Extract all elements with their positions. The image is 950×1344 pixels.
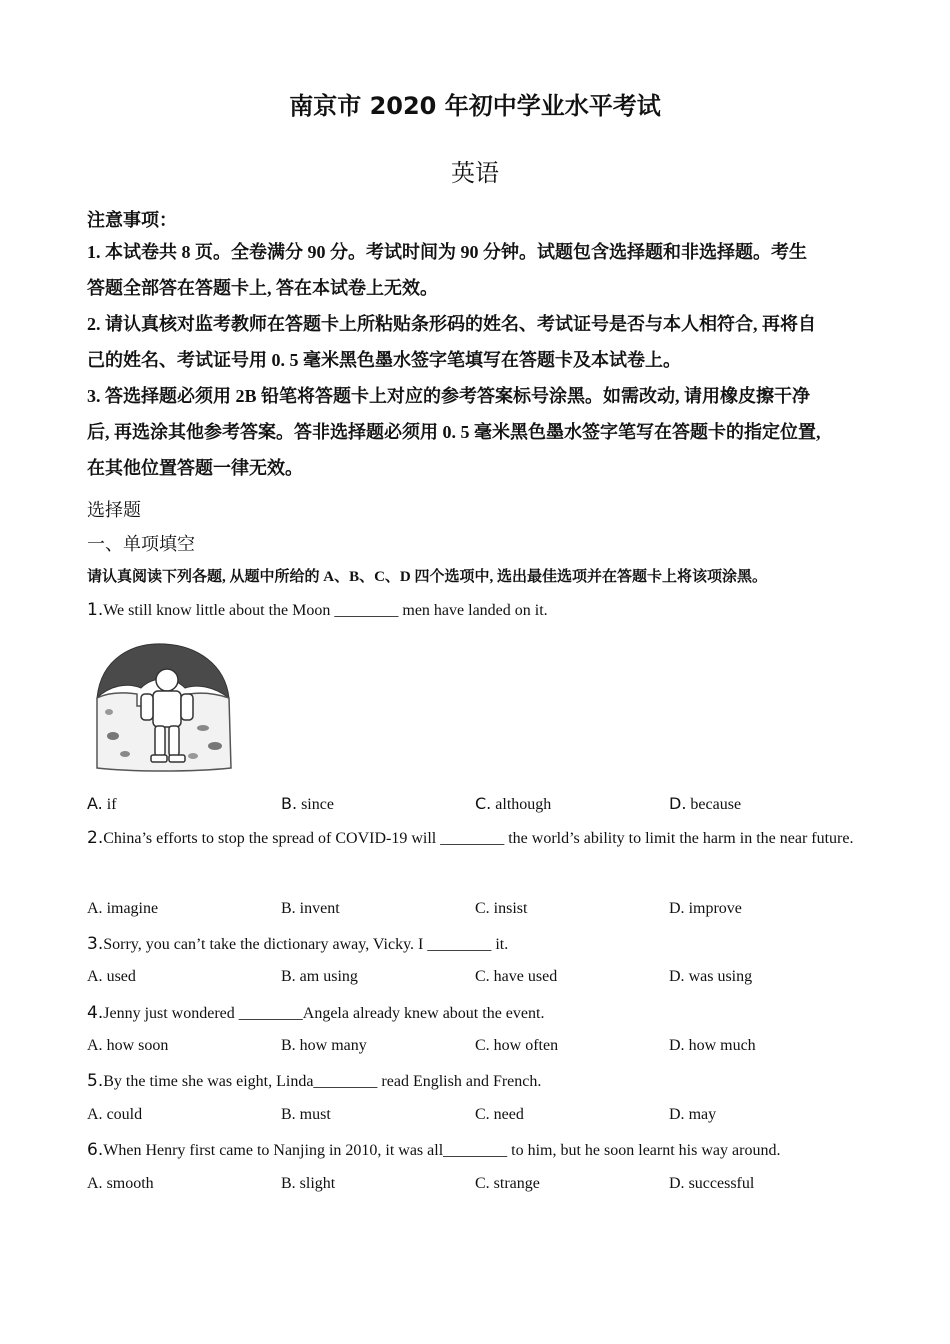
option-letter: C.	[475, 900, 490, 917]
option-d[interactable]	[669, 1106, 716, 1124]
option-letter: C.	[475, 1106, 490, 1123]
option-c[interactable]	[475, 1106, 524, 1124]
option-a[interactable]	[87, 968, 136, 986]
option-d[interactable]	[669, 1175, 754, 1193]
question-number: 3.	[87, 934, 104, 954]
option-text: since	[301, 796, 334, 813]
option-text: was using	[688, 968, 753, 985]
option-letter: C.	[475, 1037, 490, 1054]
question-text: When Henry first came to Nanjing in 2010, it was all________ to him, but he soon learnt his way around.	[103, 1142, 781, 1159]
option-d[interactable]	[669, 968, 752, 986]
option-text: although	[495, 796, 552, 813]
option-letter: A.	[87, 1037, 103, 1054]
option-text: imagine	[106, 900, 159, 917]
option-letter: D.	[669, 1106, 685, 1123]
option-a[interactable]	[87, 1106, 142, 1124]
notes-line: 3. 答选择题必须用 2B 铅笔将答题卡上对应的参考答案标号涂黑。如需改动, 请用橡皮擦干净	[87, 386, 811, 406]
question-4-options	[87, 1037, 863, 1061]
question-text: We still know little about the Moon ________ men have landed on it.	[103, 602, 548, 619]
option-text: may	[688, 1106, 717, 1123]
option-text: must	[299, 1106, 331, 1123]
option-text: used	[106, 968, 136, 985]
option-text: insist	[493, 900, 528, 917]
option-d[interactable]	[669, 900, 742, 918]
option-a[interactable]	[87, 900, 158, 918]
section-choice-heading: 选择题	[87, 500, 141, 521]
option-letter: D.	[669, 794, 687, 813]
option-letter: B.	[281, 794, 298, 813]
option-b[interactable]	[281, 1037, 367, 1055]
option-text: because	[690, 796, 742, 813]
notes-line: 2. 请认真核对监考教师在答题卡上所粘贴条形码的姓名、考试证号是否与本人相符合, 再将自	[87, 314, 816, 334]
option-letter: B.	[281, 1037, 296, 1054]
question-text: Jenny just wondered ________Angela already knew about the event.	[103, 1005, 545, 1022]
option-b[interactable]	[281, 1106, 331, 1124]
option-d[interactable]	[669, 794, 741, 814]
option-letter: A.	[87, 1175, 103, 1192]
option-letter: D.	[669, 900, 685, 917]
option-letter: C.	[475, 794, 492, 813]
question-1-options	[87, 794, 863, 818]
option-letter: C.	[475, 968, 490, 985]
option-c[interactable]	[475, 1037, 558, 1055]
question-1	[87, 600, 548, 620]
option-letter: D.	[669, 1175, 685, 1192]
instruction-text: 请认真阅读下列各题, 从题中所给的 A、B、C、D 四个选项中, 选出最佳选项并在答题卡上将该项涂黑。	[87, 569, 768, 585]
option-text: if	[106, 796, 117, 813]
option-d[interactable]	[669, 1037, 756, 1055]
exam-title: 南京市 2020 年初中学业水平考试	[289, 92, 661, 120]
notes-line: 在其他位置答题一律无效。	[87, 458, 303, 478]
option-letter: A.	[87, 794, 103, 813]
option-text: am using	[299, 968, 358, 985]
notes-heading: 注意事项：	[87, 210, 177, 230]
question-5	[87, 1071, 541, 1091]
option-c[interactable]	[475, 794, 551, 814]
question-4	[87, 1003, 544, 1023]
option-text: how many	[299, 1037, 367, 1054]
question-number: 6.	[87, 1140, 104, 1160]
option-text: how often	[493, 1037, 559, 1054]
option-letter: B.	[281, 968, 296, 985]
notes-line: 1. 本试卷共 8 页。全卷满分 90 分。考试时间为 90 分钟。试题包含选择题和非选择题。考生	[87, 242, 807, 262]
option-letter: C.	[475, 1175, 490, 1192]
option-letter: B.	[281, 1175, 296, 1192]
option-a[interactable]	[87, 1175, 154, 1193]
exam-subject: 英语	[451, 159, 499, 187]
question-text: Sorry, you can’t take the dictionary away, Vicky. I ________ it.	[103, 936, 509, 953]
option-text: strange	[493, 1175, 540, 1192]
option-letter: A.	[87, 1106, 103, 1123]
option-b[interactable]	[281, 900, 340, 918]
option-letter: D.	[669, 1037, 685, 1054]
option-c[interactable]	[475, 900, 527, 918]
option-b[interactable]	[281, 968, 358, 986]
notes-line: 后, 再选涂其他参考答案。答非选择题必须用 0. 5 毫米黑色墨水签字笔写在答题卡的指定位置,	[87, 422, 821, 442]
option-text: slight	[299, 1175, 336, 1192]
option-text: how soon	[106, 1037, 169, 1054]
question-number: 2.	[87, 828, 104, 848]
option-letter: B.	[281, 900, 296, 917]
option-letter: A.	[87, 900, 103, 917]
option-c[interactable]	[475, 968, 557, 986]
option-text: need	[493, 1106, 524, 1123]
astronaut-on-moon-illustration	[93, 636, 235, 776]
question-3	[87, 934, 508, 954]
option-b[interactable]	[281, 794, 334, 814]
option-text: how much	[688, 1037, 756, 1054]
option-letter: A.	[87, 968, 103, 985]
option-text: smooth	[106, 1175, 154, 1192]
option-text: have used	[493, 968, 558, 985]
option-text: successful	[688, 1175, 755, 1192]
question-6	[87, 1140, 780, 1160]
option-text: improve	[688, 900, 742, 917]
option-c[interactable]	[475, 1175, 540, 1193]
option-letter: D.	[669, 968, 685, 985]
question-5-options	[87, 1106, 863, 1130]
question-number: 1.	[87, 600, 104, 620]
question-2	[87, 820, 857, 857]
question-number: 5.	[87, 1071, 104, 1091]
option-text: could	[106, 1106, 143, 1123]
question-text: China’s efforts to stop the spread of COVID-19 will ________ the world’s ability to limit the harm in the near future.	[103, 830, 854, 847]
section-part1-heading: 一、单项填空	[87, 534, 195, 555]
notes-line: 己的姓名、考试证号用 0. 5 毫米黑色墨水签字笔填写在答题卡及本试卷上。	[87, 350, 681, 370]
notes-block	[87, 206, 877, 486]
option-a[interactable]	[87, 1037, 168, 1055]
notes-line: 答题全部答在答题卡上, 答在本试卷上无效。	[87, 278, 438, 298]
question-3-options	[87, 968, 863, 992]
option-b[interactable]	[281, 1175, 335, 1193]
option-a[interactable]	[87, 794, 117, 814]
question-2-options	[87, 900, 863, 924]
question-number: 4.	[87, 1003, 104, 1023]
option-letter: B.	[281, 1106, 296, 1123]
option-text: invent	[299, 900, 340, 917]
question-6-options	[87, 1175, 863, 1199]
question-text: By the time she was eight, Linda________ read English and French.	[103, 1073, 542, 1090]
